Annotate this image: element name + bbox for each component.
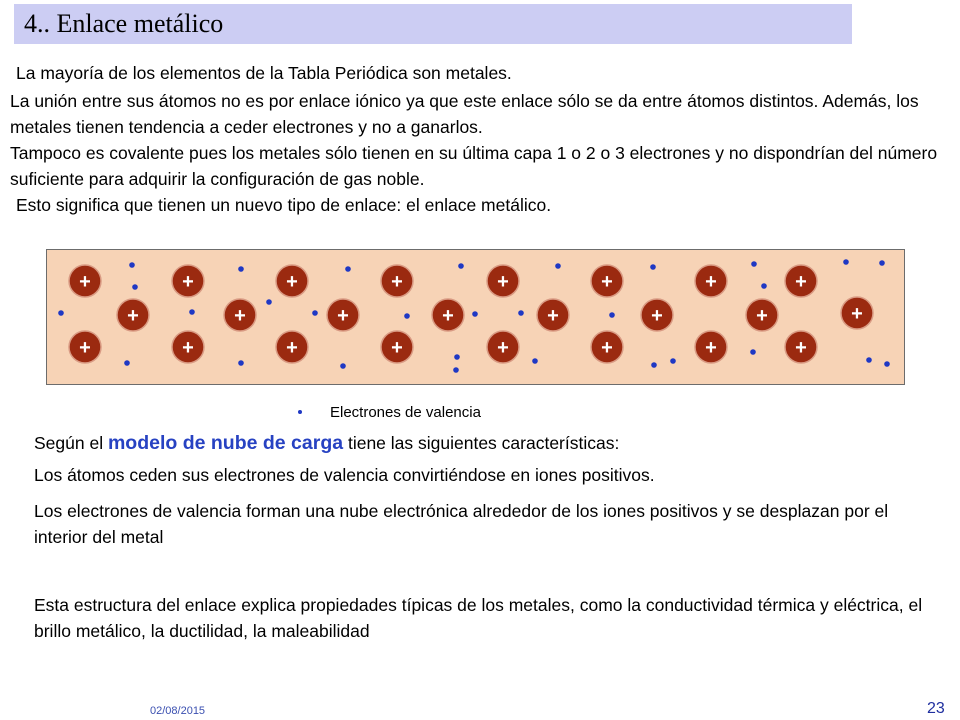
- intro-paragraph-2: La unión entre sus átomos no es por enlace iónico ya que este enlace sólo se da entre átomos distintos. Además, los metales tienen tendencia a ceder electrones y no a ganarlos.: [10, 91, 919, 137]
- valence-electron: [866, 357, 872, 363]
- intro-paragraph-3: Tampoco es covalente pues los metales sólo tienen en su última capa 1 o 2 o 3 electrones y no dispondrían del número suficiente para adquirir la configuración de gas noble.: [10, 143, 938, 189]
- slide-title: 4.. Enlace metálico: [24, 9, 224, 38]
- valence-electron: [518, 310, 524, 316]
- valence-electron: [650, 264, 656, 270]
- valence-electron: [472, 311, 478, 317]
- ion-charge-label: +: [337, 305, 349, 327]
- valence-electron: [124, 360, 130, 366]
- ion-charge-label: +: [391, 271, 403, 293]
- page-number: 23: [927, 700, 945, 717]
- positive-ion: [537, 299, 569, 331]
- ion-charge-label: +: [851, 303, 863, 325]
- valence-electron: [453, 367, 459, 373]
- ion-charge-label: +: [182, 337, 194, 359]
- positive-ion: [172, 265, 204, 297]
- positive-ion: [327, 299, 359, 331]
- ion-charge-label: +: [756, 305, 768, 327]
- ion-charge-label: +: [442, 305, 454, 327]
- positive-ion: [381, 331, 413, 363]
- ion-charge-label: +: [234, 305, 246, 327]
- valence-electron: [238, 360, 244, 366]
- valence-electron: [670, 358, 676, 364]
- positive-ion: [69, 265, 101, 297]
- valence-electron: [609, 312, 615, 318]
- cloud-paragraph: Los electrones de valencia forman una nube electrónica alrededor de los iones positivos y se desplazan por el interior del metal: [34, 501, 889, 547]
- legend-label: Electrones de valencia: [330, 404, 481, 421]
- ion-charge-label: +: [286, 271, 298, 293]
- ion-charge-label: +: [127, 305, 139, 327]
- valence-electron: [266, 299, 272, 305]
- valence-electron: [843, 259, 849, 265]
- positive-ion: [224, 299, 256, 331]
- positive-ion: [276, 265, 308, 297]
- positive-ion: [487, 331, 519, 363]
- valence-electron: [238, 266, 244, 272]
- valence-electron: [454, 354, 460, 360]
- valence-electron: [129, 262, 135, 268]
- valence-electron: [458, 263, 464, 269]
- intro-paragraph-1: La mayoría de los elementos de la Tabla Periódica son metales.: [16, 63, 512, 83]
- positive-ion: [591, 331, 623, 363]
- valence-electron: [750, 349, 756, 355]
- positive-ion: [172, 331, 204, 363]
- positive-ion: [841, 297, 873, 329]
- valence-electron: [189, 309, 195, 315]
- ion-lattice: [47, 250, 904, 384]
- positive-ion: [381, 265, 413, 297]
- valence-electron: [884, 361, 890, 367]
- positive-ion: [695, 265, 727, 297]
- valence-electron: [345, 266, 351, 272]
- ion-charge-label: +: [705, 271, 717, 293]
- positive-ion: [276, 331, 308, 363]
- ion-charge-label: +: [79, 337, 91, 359]
- ion-charge-label: +: [79, 271, 91, 293]
- ion-charge-label: +: [651, 305, 663, 327]
- positive-ion: [591, 265, 623, 297]
- footer-date: 02/08/2015: [150, 705, 206, 717]
- valence-electron: [340, 363, 346, 369]
- model-paragraph: [34, 430, 934, 456]
- intro-paragraph-4: Esto significa que tienen un nuevo tipo de enlace: el enlace metálico.: [16, 195, 552, 215]
- electron-legend-marker: [298, 410, 302, 414]
- ion-charge-label: +: [705, 337, 717, 359]
- valence-electron: [132, 284, 138, 290]
- valence-electron: [532, 358, 538, 364]
- positive-ion: [785, 331, 817, 363]
- valence-electron: [58, 310, 64, 316]
- model-highlight: modelo de nube de carga: [107, 432, 344, 454]
- title-bar: [14, 4, 852, 44]
- ion-charge-label: +: [795, 337, 807, 359]
- ion-charge-label: +: [601, 337, 613, 359]
- properties-paragraph: Esta estructura del enlace explica propiedades típicas de los metales, como la conductividad térmica y eléctrica, el brillo metálico, la ductilidad, la maleabilidad: [34, 595, 923, 641]
- ion-charge-label: +: [497, 337, 509, 359]
- valence-electron: [761, 283, 767, 289]
- valence-electron: [879, 260, 885, 266]
- valence-electron: [404, 313, 410, 319]
- valence-electron: [555, 263, 561, 269]
- ion-charge-label: +: [795, 271, 807, 293]
- positive-ion: [432, 299, 464, 331]
- positive-ion: [746, 299, 778, 331]
- ions-paragraph: Los átomos ceden sus electrones de valencia convirtiéndose en iones positivos.: [34, 465, 655, 485]
- valence-electron: [312, 310, 318, 316]
- positive-ion: [117, 299, 149, 331]
- positive-ion: [695, 331, 727, 363]
- positive-ion: [785, 265, 817, 297]
- ion-charge-label: +: [182, 271, 194, 293]
- positive-ion: [487, 265, 519, 297]
- model-suffix: tiene las siguientes características:: [343, 433, 620, 453]
- valence-electron: [651, 362, 657, 368]
- positive-ion: [69, 331, 101, 363]
- positive-ion: [641, 299, 673, 331]
- ion-charge-label: +: [547, 305, 559, 327]
- ion-charge-label: +: [497, 271, 509, 293]
- ion-charge-label: +: [601, 271, 613, 293]
- ion-charge-label: +: [391, 337, 403, 359]
- ion-charge-label: +: [286, 337, 298, 359]
- valence-electron: [751, 261, 757, 267]
- metallic-bond-diagram: [46, 249, 905, 385]
- model-prefix: Según el: [34, 433, 108, 453]
